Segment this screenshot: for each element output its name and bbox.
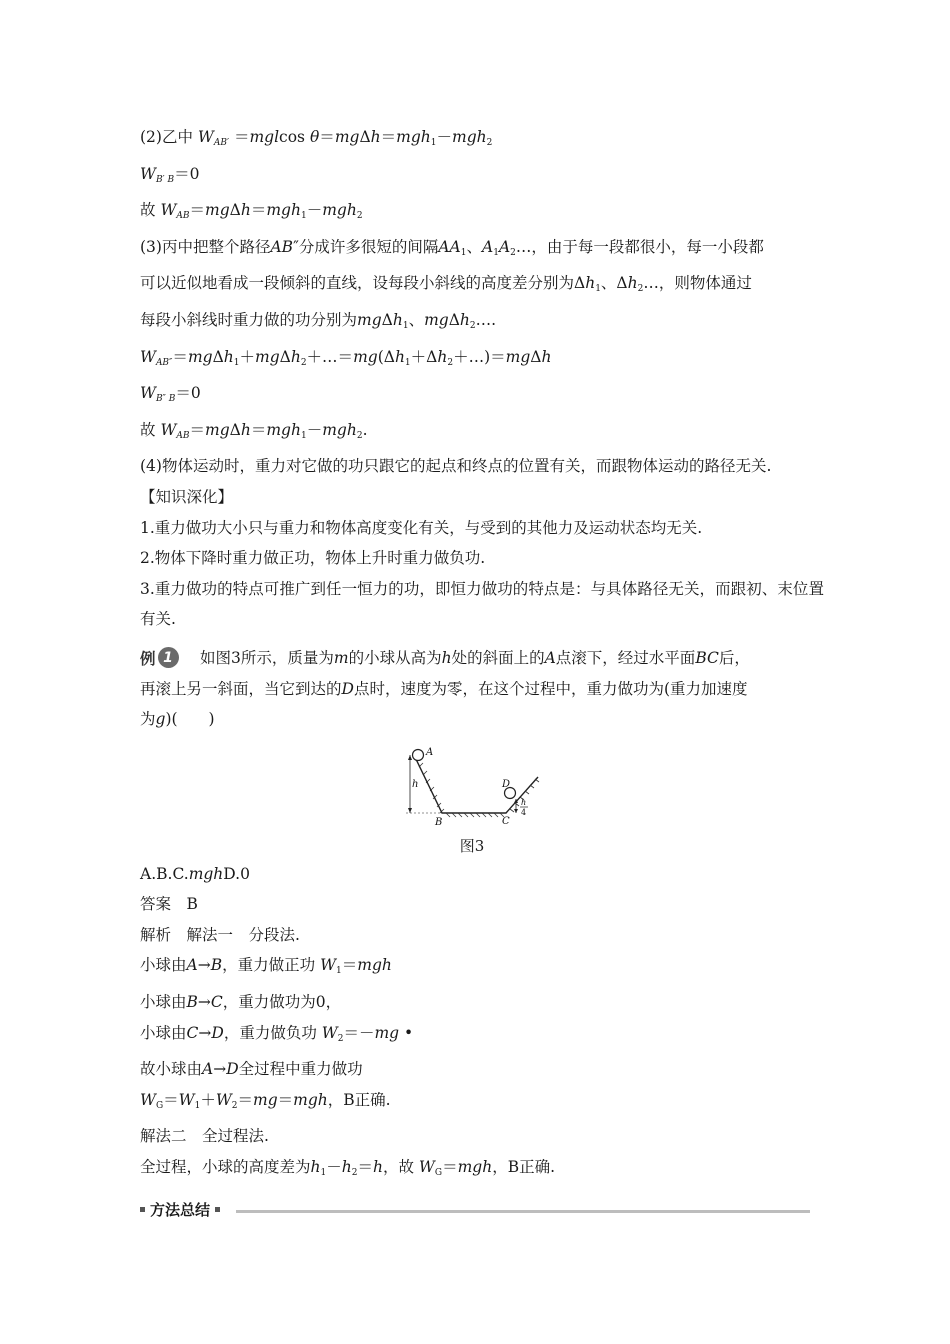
method-summary-label: 方法总结 — [140, 1199, 225, 1220]
page-content — [140, 122, 824, 1225]
solution-step: 故小球由A→D全过程中重力做功 — [140, 1060, 363, 1079]
deepen-item-1: 1.重力做功大小只与重力和物体高度变化有关，与受到的其他力及运动状态均无关. — [140, 518, 703, 537]
left-slope-hatch — [416, 755, 444, 813]
choices-line: A.B.C.mghD.0 — [140, 864, 250, 883]
text-line: 可以近似地看成一段倾斜的直线，设每段小斜线的高度差分别为Δh1、Δh2…，则物体通过 — [140, 274, 752, 295]
square-bullet-icon — [215, 1207, 220, 1212]
answer-value: B — [186, 895, 198, 914]
label-B: B — [435, 816, 443, 827]
answer-line: 答案 B — [140, 895, 198, 914]
method-summary-header — [140, 1195, 824, 1225]
label-A: A — [426, 746, 434, 758]
solution-step: 全过程，小球的高度差为h1－h2＝h，故 WG＝mgh，B正确. — [140, 1158, 556, 1179]
text-line: (3)丙中把整个路径AB″分成许多很短的间隔AA1、A1A2…，由于每一段都很小，每一小段都 — [140, 237, 764, 258]
label-D: D — [502, 778, 511, 790]
figure-caption: 图3 — [459, 836, 485, 855]
example-question-line: 为g)( ) — [140, 710, 215, 729]
solution-step: 解法二 全过程法. — [140, 1127, 269, 1146]
text-line: 故 $W_{AB}=mg\Delta h=mgh1-mgh2$. — [140, 420, 368, 441]
example-question-line: 再滚上另一斜面，当它到达的D点时，速度为零，在这个过程中，重力做功为(重力加速度 — [140, 679, 748, 698]
label-h4-numerator: h — [521, 797, 527, 807]
text-line: (2)乙中 $W_{AB'} =mglcos$ θ＝mgΔh＝mgh1－mgh2 — [140, 128, 493, 148]
label-h4-denominator: 4 — [521, 807, 527, 817]
summary-divider — [236, 1210, 810, 1213]
deepen-item-2: 2.物体下降时重力做正功，物体上升时重力做负功. — [140, 549, 486, 568]
solution-step: 小球由B→C，重力做功为0， — [140, 993, 342, 1012]
square-bullet-icon — [140, 1207, 145, 1212]
figure-3-diagram — [402, 747, 542, 827]
section-heading-deepen: 【知识深化】 — [140, 487, 234, 506]
example-question-line: 如图3所示，质量为m的小球从高为h处的斜面上的A点滚下，经过水平面BC后， — [200, 648, 750, 667]
paragraph-4: (4)物体运动时，重力对它做的功只跟它的起点和终点的位置有关，而跟物体运动的路径无关. — [140, 457, 772, 476]
h-arrow-down — [408, 808, 412, 813]
analysis-line: 解析 解法一 分段法. — [140, 925, 300, 944]
figure-3 — [402, 747, 542, 859]
text-line: 故 $W_{AB}=mg\Delta h=mgh1-mgh2$ — [140, 201, 363, 222]
solution-step: 小球由A→B，重力做正功 W1＝mgh — [140, 956, 392, 977]
example-1 — [140, 643, 824, 735]
example-badge — [140, 647, 179, 669]
example-label: 例 — [140, 649, 156, 668]
h-arrow-up — [408, 755, 412, 760]
text-line: 每段小斜线时重力做的功分别为mgΔh1、mgΔh2…. — [140, 310, 497, 331]
h4-arrow-down — [514, 809, 518, 813]
text-line: $W_{B' B}=0$ — [140, 164, 200, 185]
text-line: $W_{B'' B}=0$ — [140, 384, 201, 405]
track-line — [414, 755, 538, 813]
solution-step: WG＝W1＋W2＝mg＝mgh，B正确. — [140, 1090, 391, 1111]
solution-step: 小球由C→D，重力做负功 W2＝－mg • — [140, 1023, 414, 1044]
label-h: h — [412, 778, 419, 790]
example-number-icon: 1 — [158, 647, 179, 668]
deepen-item-3: 3.重力做功的特点可推广到任一恒力的功，即恒力做功的特点是：与具体路径无关，而跟初、末位置有关. — [140, 579, 824, 629]
label-C: C — [502, 815, 510, 827]
ball-A — [413, 749, 424, 760]
text-line: $W_{AB''}=mg\Delta h1+mg\Delta h2+\dots=mg(\Delta h1+\Delta h2+\dots)=mg\Delta h$ — [140, 347, 552, 368]
